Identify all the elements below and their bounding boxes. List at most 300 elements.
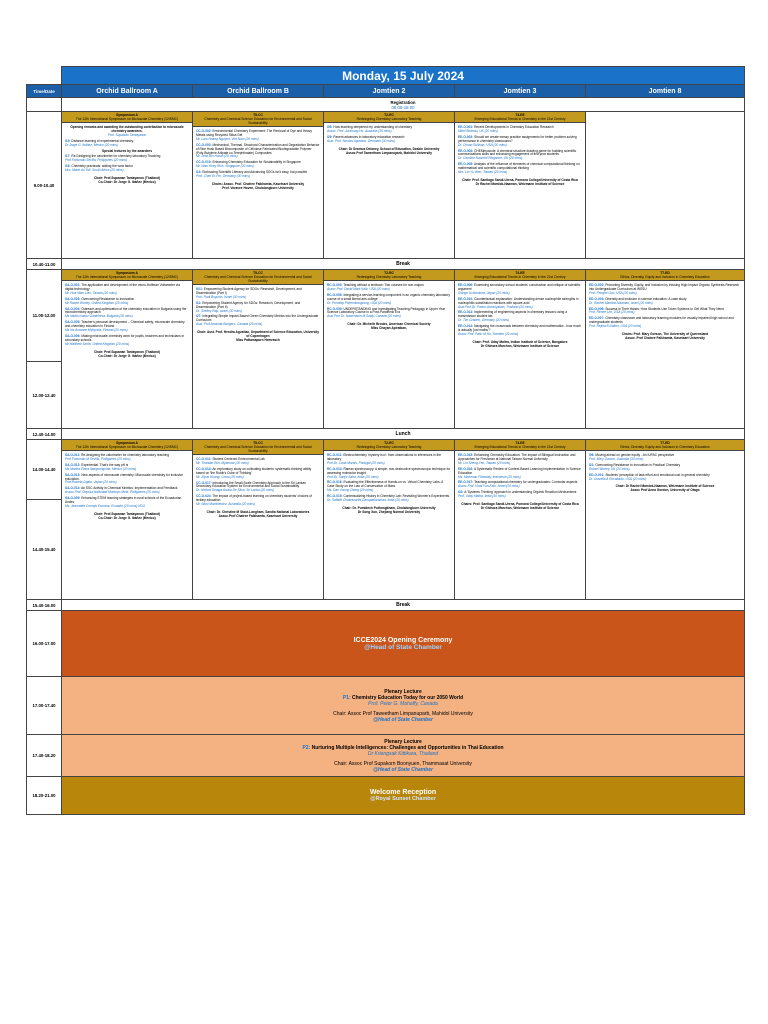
track-header: [324, 112, 454, 123]
presentation-item: [327, 495, 451, 503]
item-code: I11:: [196, 300, 202, 305]
track-code: T5-CC: [253, 271, 263, 275]
item-code: SA-O-004:: [65, 306, 81, 311]
session-r2-e: [586, 270, 745, 429]
item-text: Overcoming Resistance to Innovation in Practical Chemistry: [595, 462, 681, 467]
item-text: Analysis of the influence of elements of chemical computational thinking on mathematical and scientific computational thinking: [458, 162, 580, 171]
item-author: Asst.Prof.Dr. Panno Achariyakan, Thailand (20 mins): [458, 304, 533, 309]
item-code: CC-O-010:: [196, 160, 212, 165]
item-code: CC-O-017:: [196, 480, 212, 485]
presentation-item: [458, 298, 582, 310]
item-code: ED-O-007:: [589, 316, 605, 321]
session-chair: Chair: Prof.Supawan Tantayanon (Thailand): [94, 349, 160, 354]
opening-title: ICCE2024 Opening Ceremony: [353, 636, 453, 644]
presentation-item: [327, 454, 451, 466]
presentation-item: [458, 284, 582, 296]
presentation-item: [327, 294, 451, 306]
item-code: EE-O-005:: [458, 162, 474, 167]
presentation-item: [589, 284, 741, 296]
session-cochair: Miss Chayan Apiratkan,: [371, 326, 407, 331]
item-code: EE-O-003:: [458, 134, 474, 139]
time-cell: 17.40-18.20: [27, 735, 62, 777]
session-chair: Chairs: Prof. Mary Gorson, The University of Queensland: [621, 332, 709, 337]
presentation-item: [458, 126, 582, 134]
time-cell: 16.00-17.00: [27, 611, 62, 677]
item-author: Dr. Caroline Naomini Ringanne, UK (20 mins): [458, 156, 523, 161]
item-author: Ms. Mahenau Fitrawaty, Indonesia (20 mins): [458, 474, 521, 479]
item-code: SA-O-009:: [65, 496, 81, 501]
plenary-location: @Head of State Chamber: [373, 766, 433, 773]
track-name: The 12th International Symposium on Microscale Chemistry (12ISMC): [75, 445, 179, 450]
item-author: Dr. Guizella A Rocabado, USA (20 mins): [589, 476, 647, 481]
session-cochair: Dr Ghinora Marchon, Weizmann Institute of Science: [480, 506, 560, 510]
item-text: Mechanical, Thermal, Structural Characterization and Degradation Behavior of Rice Husk Based Biocomposite of Cellulose Fabricated Biodegradable Polymer (Poly-Butylene Adipate co-Terephthalate) Composites: [196, 142, 320, 155]
item-code: I21:: [589, 462, 595, 467]
item-code: RC-O-011:: [327, 453, 343, 458]
registration-row: [62, 98, 745, 112]
schedule-table: [26, 66, 745, 815]
session-cochair: Dr Song Xun, Zhejiang Normal University: [357, 509, 421, 514]
track-header: [193, 440, 323, 455]
item-text: Implementing of engineering aspects in chemistry lessons using a transmission student lab: [458, 310, 567, 319]
track-code: T4-EE: [515, 113, 525, 117]
presentation-item: [196, 315, 320, 327]
item-author: Ms. Jeannette Cornejo Escobar, Ecuador (20 mins) VDO: [65, 504, 146, 508]
item-author: Prof. Renee Lim, USA (20 mins): [589, 310, 635, 315]
column-header-orchid-a: Orchid Ballroom A: [62, 85, 193, 98]
item-code: CC-O-024:: [196, 494, 212, 499]
session-body: [455, 281, 585, 354]
presentation-item: [65, 155, 189, 163]
plenary-speaker: Prof. Peter G. Mahaffy, Canada: [368, 700, 438, 707]
column-header-jomtien-3: Jomtien 3: [455, 85, 586, 98]
time-cell: 17.00-17.40: [27, 677, 62, 735]
presentation-item: [196, 130, 320, 142]
session-body: [62, 281, 192, 364]
item-author: Prof.Dr. Sanjiv Saha, India (20 mins): [327, 474, 379, 479]
item-text: Experiential. That's the way pH is: [81, 462, 129, 467]
track-code: Symposium A: [116, 113, 138, 117]
item-code: EE-O-010:: [458, 296, 474, 301]
session-chair: Chair: Prof. Santiago Sandi-Urena, Pomona College/University of Costa Rica: [462, 178, 578, 182]
presentation-item: [458, 163, 582, 175]
session-body: [324, 123, 454, 160]
track-header: [193, 112, 323, 127]
item-text: An exploratory study on cultivating students' systematic thinking ability based on 'the Rubik's Cube of Thinking': [196, 466, 312, 475]
presentation-item: [458, 481, 582, 489]
item-text: The application and development of the micro-Hoffman Voltameter via digital technology: [65, 283, 180, 291]
item-text: Diversity and inclusion in science education: A case study: [605, 296, 687, 301]
item-author: Dr. Saffath Chakravarthi Ganapathiraman, India (20 mins): [327, 498, 409, 503]
session-chair: Chair: Dr Rachel Mamlok-Naaman, Weizmann Institute of Science: [615, 484, 715, 489]
track-code: T4-EE: [515, 441, 525, 445]
item-author: Prof. Supawan Tantayanon: [107, 132, 147, 137]
presentation-item: [458, 468, 582, 480]
session-cochair: Co-Chair: Dr Jorge G. Ibáñez (Mexico): [98, 180, 156, 184]
presentation-item: [196, 171, 320, 179]
session-body: [324, 281, 454, 336]
track-code: Symposium A: [116, 271, 138, 275]
item-text: Re-designing the calorimeter for chemistry laboratory teaching: [81, 453, 169, 458]
session-chair: Chair: Dr. Christine M Stout-Langham, Sandia National Laboratories: [206, 510, 310, 515]
session-chair: Chair: Prof. Uday Maitra, Indian Institute of Science, Bangalore: [472, 339, 568, 344]
item-code: ED-O-003:: [589, 296, 605, 301]
session-cochair: Assoc Prof Taweetham Limpanuparb, Mahidol University: [345, 150, 433, 155]
track-name: Chemistry and Chemical Science Education for Environmental and Social Sustainability: [204, 445, 312, 454]
session-cochair: Assoc Prof Anna Gordon, University of Otago: [630, 488, 700, 493]
track-name: Emerging Educational Trends in Chemistry in the 21st Century: [474, 275, 566, 280]
item-text: Should we create messy practice assignments for better problem-solving performance in chemistry classrooms?: [458, 134, 577, 143]
presentation-item: [327, 136, 451, 144]
item-text: Embracing Scientific Literacy and Advancing SDGs isn't easy, but possible: [202, 170, 308, 175]
item-code: EE-O-006:: [458, 283, 474, 288]
track-name: Emerging Educational Trends in Chemistry in the 21st Century: [474, 445, 566, 450]
presentation-item: [589, 454, 741, 462]
item-author: Dr. Shelley Rap, Israel (30 mins): [196, 308, 242, 313]
item-code: EE-O-017:: [458, 480, 474, 485]
track-header: [455, 440, 585, 451]
column-header-time: Time/Date: [27, 85, 62, 98]
presentation-item: [65, 126, 189, 138]
presentation-item: [458, 150, 582, 162]
item-code: SA-O-006:: [65, 334, 81, 338]
track-code: T2-RC: [384, 271, 394, 275]
session-cochair: Dr Rachel Mamlok-Naaman, Weizmann Institute of Science: [475, 181, 565, 186]
session-chair: Chair: Prof.Supawan Tantayanon (Thailand): [94, 176, 160, 181]
item-text: Enhancing STEM learning strategies in rural schools of the Ecuadorian Andes: [65, 496, 182, 505]
session-chair-block: [65, 513, 189, 521]
welcome-reception: [62, 777, 745, 815]
item-text: Introducing the Small-Scale Chemistry Approach to the Sri Lankan Secondary Education System for Environmental and Social Sustainability: [196, 480, 307, 489]
item-text: Recent advances in laboratory education research: [333, 134, 405, 139]
item-text: New aspects of microscale chemistry: Microscale chemistry for inclusive education.: [65, 472, 183, 481]
item-author: Assoc Prof. Patic M Ho, Sweden (20 mins): [458, 332, 519, 336]
item-author: Mr Matthew Smith, United Kingdom (20 mins): [65, 341, 130, 346]
item-code: I27:: [196, 314, 202, 319]
track-header: [324, 440, 454, 451]
session-body: [62, 123, 192, 190]
item-code: SA-O-003:: [65, 296, 81, 301]
item-text: Chemistry classroom and laboratory learning modules for visually impaired high school and undergraduate students: [589, 316, 734, 325]
item-text: An SSC Activity in Chemical Kinetics: Implementation and Feedback: [81, 486, 178, 491]
session-body: [62, 451, 192, 526]
time-cell: 12.40-14.00: [27, 429, 62, 440]
session-r1-b: [193, 112, 324, 259]
item-code: I32:: [458, 490, 464, 495]
track-header: [586, 270, 744, 281]
session-r1-d: [455, 112, 586, 259]
item-text: Students' perception of task effort and emotional cost in general chemistry: [605, 472, 710, 477]
track-header: [455, 112, 585, 123]
item-text: How teaching deepened my understanding of chemistry: [333, 125, 413, 130]
item-text: Re-Designing the calorimeter for chemistry laboratory Teaching: [71, 154, 161, 159]
item-author: Dr. Chuan Sullivan, USA (20 mins): [458, 142, 507, 147]
plenary-chair: Chair: Assoc Prof Supakorn Boonyuen, Thammasat University: [334, 760, 472, 767]
item-author: Mr. Nikol Mamkiewicz, Australia (20 mins): [196, 502, 255, 507]
item-author: Mr. Hua Miao Lian, Taiwan (20 mins): [65, 290, 117, 295]
item-author: Mr. Jeoh Bin Harun (20 mins): [196, 154, 238, 159]
plenary-title: Nurturing Multiple Intelligences: Challenges and Opportunities in Thai Education: [311, 744, 504, 751]
item-text: UNDERSTANDING and Investigating Teaching Pedagogy in Upper Year Science Laboratory Course in a Post-Pandemic Era: [327, 306, 446, 315]
item-text: Teaching computational chemistry for undergraduates: Curricular aspects: [474, 480, 578, 485]
track-code: T7-ED: [660, 271, 670, 275]
item-author: Mr. Ziyun Huang, China (20 mins): [196, 474, 244, 479]
item-text: Raman spectroscopy: A simple, non-destructive spectroscopic technique for assessing molecular insight: [327, 466, 451, 475]
item-author: Ms. Dae Young Cheng (20 mins): [327, 488, 374, 493]
plenary-title: Chemistry Education Today for our 2050 World: [351, 694, 464, 701]
item-author: Prof Fortunato Sevilla, Philippines (20 mins): [65, 158, 128, 163]
item-author: Mr. Wan Huey Rich, Singapore (20 mins): [196, 164, 254, 169]
item-author: Prof. Rejina B Dalton, USA (20 mins): [589, 324, 642, 329]
presentation-item: [65, 284, 189, 296]
item-text: Empowering Student Agency for SDGs: Research, Development, and Dissemination (Part I): [196, 287, 302, 295]
presentation-item: [589, 464, 741, 472]
track-header: [455, 270, 585, 281]
session-r2-b: [193, 270, 324, 429]
time-cell: 12.00-12.40: [27, 362, 62, 429]
item-code: EE-O-004:: [458, 148, 474, 153]
presentation-item: [196, 144, 320, 160]
item-author: Shingo Uchinokura, Japan (20 mins): [458, 290, 510, 295]
plenary-speaker: Dr Kriengsak Kittikara, Thailand: [367, 750, 439, 757]
item-text: A Systematic Review of Context-Based Learning Implementation in Science Education: [458, 466, 581, 475]
item-author: Dr. Rachel Mamlok-Naaman, Israel (20 mins): [589, 300, 653, 305]
session-chair-block: [589, 333, 741, 341]
item-author: Dr. Tim Grabert, Germany (20 mins): [458, 318, 510, 323]
item-code: ED-O-002:: [589, 283, 605, 288]
item-code: I16:: [65, 164, 71, 169]
item-text: Overcoming Resistance to Innovation: [81, 296, 135, 301]
session-body: [586, 281, 744, 346]
presentation-item: [196, 288, 320, 300]
session-chair-block: [458, 179, 582, 187]
item-code: I05:: [327, 125, 333, 130]
item-author: Asst. Prof. Nicolas Agostino, Denmark (30 mins): [327, 138, 396, 143]
session-cochair: Prof. Voravee Hoven, Chulalongkorn University: [222, 185, 294, 190]
session-chair: Chair: Dr. Pumidech Puthongkham, Chulalongkorn University: [342, 506, 436, 510]
session-r2-a: [62, 270, 193, 429]
track-name: Redesigning Chemistry Laboratory Teaching: [356, 445, 422, 450]
opening-ceremony: [62, 611, 745, 677]
track-name: The 12th International Symposium on Microscale Chemistry (12ISMC): [75, 275, 179, 280]
item-author: Mr. Lin Sheng-Yen, Taiwan (20 mins): [458, 460, 511, 465]
time-cell: 14.00-14.40: [27, 440, 62, 500]
item-code: I17:: [65, 154, 71, 159]
plenary-code: P1:: [342, 694, 351, 701]
item-text: CHEMmuscule: A chemical structure drawing game for building scientific communications skills and enhancing engagement of first year students: [458, 148, 577, 157]
presentation-item: [196, 482, 320, 494]
session-r3-b: [193, 440, 324, 600]
session-chair-block: [327, 148, 451, 156]
item-code: SA-O-013:: [65, 472, 81, 477]
item-code: EE-O-014:: [458, 324, 474, 329]
item-text: Contextualizing History in Chemistry Lab: Revisiting Women's Experiments: [343, 494, 450, 499]
time-cell: 11.00-12.00: [27, 270, 62, 362]
item-author: Prof. Uday Maitra, India (30 mins): [458, 494, 506, 499]
item-text: Making microscale chemistry work for pupils, teachers and technicians in secondary schools: [65, 334, 185, 342]
item-text: Electrochemistry 'mystery box': from observations to inferences in the laboratory: [327, 453, 442, 461]
item-code: RC-O-003:: [327, 283, 343, 288]
plenary-lecture-2: [62, 735, 745, 777]
item-title: Opening remarks and awarding the outstanding contribution to microscale chemistry awardees.: [70, 125, 184, 133]
time-cell: 18.20-21.00: [27, 777, 62, 815]
item-text: Distance learning of experimental chemistry.: [71, 138, 134, 143]
lunch-row: Lunch: [62, 429, 745, 440]
break-row: Break: [62, 600, 745, 611]
session-cochair: Assoc.Prof Chatree Faikhamta, Kasetsart University: [218, 513, 298, 518]
item-text: Outreach and optimization of the chemistry education in Bulgaria using the microchemistry approach: [65, 306, 187, 315]
item-text: Chemistry practicals: adding the wow factor: [71, 164, 133, 169]
presentation-item: [65, 497, 189, 509]
time-cell: 10.40-11.00: [27, 259, 62, 270]
item-text: Examining secondary school students' construction and critique of scientific argument: [458, 283, 581, 291]
presentation-item: [65, 140, 189, 148]
track-name: Chemistry and Chemical Science Education for Environmental and Social Sustainability: [204, 275, 312, 284]
session-r1-c: [324, 112, 455, 259]
track-header: [324, 270, 454, 281]
track-header: [62, 270, 192, 281]
item-code: SA-O-005:: [65, 320, 81, 325]
item-text: Teacher's personal development – Chemical safety, microscale chemistry and chemistry education in Finland: [65, 320, 185, 329]
track-header: [62, 112, 192, 123]
item-author: Dr. Pornthip Pheemkongsong, USA (20 mins): [327, 300, 392, 305]
track-code: T5-CC: [253, 441, 263, 445]
item-text: The impact of project-based learning on chemistry students' choices of tertiary education: [196, 494, 312, 503]
presentation-item: [327, 308, 451, 320]
session-chair-block: [196, 331, 320, 343]
column-header-jomtien-8: Jomtien 8: [586, 85, 745, 98]
item-code: CC-O-002:: [196, 129, 212, 134]
session-body: [586, 451, 744, 498]
reception-title: Welcome Reception: [369, 789, 437, 796]
session-r3-e: [586, 440, 745, 600]
presentation-item: [458, 454, 582, 466]
plenary-lecture-1: [62, 677, 745, 735]
item-code: EE-O-015:: [458, 453, 474, 458]
session-r3-c: [324, 440, 455, 600]
track-name: Chemistry and Chemical Science Education for Environmental and Social Sustainability: [204, 117, 312, 126]
item-text: Student Centered Environmental Lab: [212, 457, 265, 462]
presentation-item: [65, 335, 189, 347]
item-text: Success in Their Hands: How Students Use Token Systems to Get What They Need: [605, 306, 724, 311]
item-author: Ms Iris Amanne Myllyvirta, Finland (20 mins): [65, 328, 128, 333]
track-name: The 12th International Symposium on Microscale Chemistry (12ISMC): [75, 117, 179, 122]
session-cochair: Dr Ghinora Marchon, Weizmann Institute of Science: [480, 343, 560, 348]
presentation-item: [65, 165, 189, 173]
item-author: Prof Fortunato M Sevilla, Philippines (20 mins): [65, 456, 131, 461]
plenary-chair: Chair: Assoc Prof Taweetham Limpanuparb, Mahidol University: [333, 710, 473, 717]
item-author: Asst. Prof Amanda Bongers, Canada (20 mins): [196, 322, 263, 327]
item-author: Assoc Prof. David Mark Kalb, USA (20 mins): [327, 286, 390, 291]
item-author: Mr. Thandar Win, Myanmar (20 mins): [196, 460, 249, 465]
track-name: Redesigning Chemistry Laboratory Teaching: [356, 117, 422, 122]
item-code: I06:: [589, 453, 595, 458]
session-body: [455, 451, 585, 516]
item-author: Prof. Chen Er-Pin, Germany (30 mins): [196, 174, 250, 179]
session-chair: Chair: Prof.Supawan Tantayanon (Thailand): [94, 511, 160, 516]
presentation-item: [589, 298, 741, 306]
presentation-item: [196, 458, 320, 466]
plenary-heading: Plenary Lecture: [384, 738, 422, 745]
session-r2-d: [455, 270, 586, 429]
presentation-item: [327, 126, 451, 134]
item-text: Recent Developments in Chemistry Education Research: [474, 125, 554, 130]
item-author: Ms Martha Elena Ibarguengoitia, Mexico (20 mins): [65, 466, 137, 471]
item-author: Dr. Nethmi Dinaga Asoka De Silva, Sri Lanka (20 mins): [196, 488, 274, 493]
presentation-item: [589, 308, 741, 316]
session-r1-e-empty: [586, 112, 745, 259]
item-author: Mr Robert Worley, United Kingdom (20 mins): [65, 300, 129, 305]
time-cell: 9.00-10.40: [27, 112, 62, 259]
presentation-item: [458, 311, 582, 323]
column-header-orchid-b: Orchid Ballroom B: [193, 85, 324, 98]
item-code: EE-O-001:: [458, 125, 474, 130]
presentation-item: [196, 495, 320, 507]
item-code: RC-O-009:: [327, 306, 343, 311]
item-code: CC-O-003:: [196, 142, 212, 147]
item-text: Navigating the crossroads between chemistry and mathematics - how much is actually 'just maths'?: [458, 324, 581, 333]
session-chair-block: [458, 503, 582, 511]
item-author: Assoc. Prof. Jurairung Ho, Australia (30 mins): [327, 128, 392, 133]
item-code: SA-O-011:: [65, 453, 81, 458]
item-text: Promoting Diversity, Equity, and Inclusion by Infusing High Impact Organic Synthesis Research into Undergraduate Curriculum at WSSU: [589, 283, 740, 291]
session-chair-block: [65, 177, 189, 185]
session-r3-a: [62, 440, 193, 600]
presentation-item: [65, 298, 189, 306]
track-code: T2-RC: [384, 441, 394, 445]
item-text: Enhancing Chemistry Education for Sustainability in Singapore: [212, 160, 301, 165]
item-code: I29:: [327, 134, 333, 139]
item-text: Environmental Chemistry Experiment: The Removal of Dye and Heavy Metals using Recycled Silica Gel: [196, 129, 312, 137]
item-code: SA-O-014:: [65, 486, 81, 491]
column-header-jomtien-2: Jomtien 2: [324, 85, 455, 98]
track-code: Symposium A: [116, 441, 138, 445]
item-code: CC-O-011:: [196, 457, 212, 462]
session-cochair: Co-Chair: Dr Jorge G. Ibáñez (Mexico): [98, 515, 156, 520]
presentation-item: [589, 474, 741, 482]
track-name: Ethics, Diversity, Equity and Inclusion in Chemistry Education: [620, 275, 710, 280]
item-text: Moving ahead on gender equity - An IUPAC perspective: [595, 453, 675, 458]
session-cochair: Assoc. Prof Chatree Faikhamta, Kasetsart University: [625, 336, 705, 340]
track-code: T2-RC: [384, 113, 394, 117]
item-text: A 'Systems Thinking' approach in understanding Organic Reaction Mechanisms: [464, 490, 577, 495]
track-header: [586, 440, 744, 451]
presentation-item: [327, 481, 451, 493]
presentation-item: [458, 491, 582, 499]
plenary-heading: Plenary Lecture: [384, 688, 422, 695]
session-chair: Chair: Asst. Prof. Hendra Agustian, Department of Science Education, University of Copenhagen: [197, 330, 319, 339]
session-r3-d: [455, 440, 586, 600]
item-author: Robert Worley, UK (20 mins): [589, 466, 630, 471]
item-title: Special lectures by the awardees: [102, 148, 152, 153]
item-author: Mr. Lam Hoang Nguyen, Viet Nam (20 mins): [196, 136, 259, 141]
track-name: Ethics, Diversity, Equity and Inclusion in Chemistry Education: [620, 445, 710, 450]
item-author: Prof. Mary Garson, Australia (30 mins): [589, 456, 644, 461]
presentation-item: [65, 321, 189, 333]
blank-corner: [27, 67, 62, 85]
item-text: Teaching without a textbook: Two courses for non-majors: [343, 283, 424, 288]
track-code: T7-ED: [660, 441, 670, 445]
session-r2-c: [324, 270, 455, 429]
presentation-item: [65, 474, 189, 486]
presentation-item: [65, 464, 189, 472]
item-author: Assoc.Prof. Vinal Yun-Falo, Israel (20 mins): [458, 484, 520, 489]
item-author: Asst Prof Dr. Nawchanin M Saidy, Canada (20 mins): [327, 314, 401, 319]
item-code: SA-O-012:: [65, 462, 81, 467]
session-cochair: Co-Chair: Dr Jorge G. Ibáñez (Mexico): [98, 353, 156, 358]
presentation-item: [196, 302, 320, 314]
item-text: Integrating a service-learning component in an organic chemistry laboratory course of a small liberal arts college: [327, 292, 450, 301]
